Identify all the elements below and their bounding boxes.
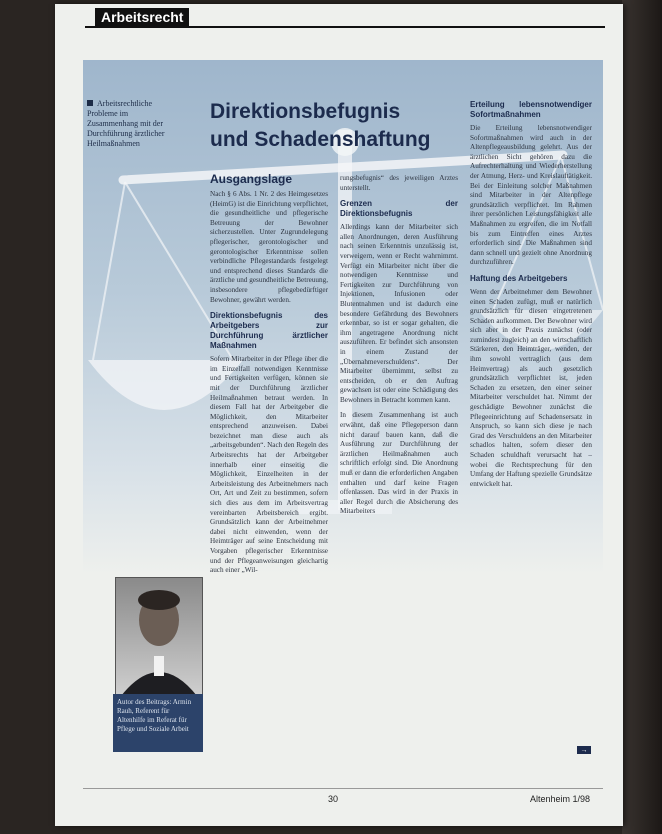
column-2-paragraph: rungsbefugnis“ des jeweiligen Arztes unterstellt. bbox=[340, 174, 458, 192]
lead-text bbox=[87, 99, 181, 149]
article-title-line1: Direktionsbefugnis bbox=[210, 100, 401, 123]
magazine-page bbox=[55, 4, 623, 826]
column-3 bbox=[470, 100, 592, 750]
column-3-subheading: Haftung des Arbeitgebers bbox=[470, 273, 568, 283]
column-3-subheading: Erteilung lebensnotwendiger Sofortmaßnahmen bbox=[470, 100, 592, 119]
article-title bbox=[210, 98, 460, 154]
column-1 bbox=[210, 190, 328, 790]
column-2-paragraph: In diesem Zusammenhang ist auch erwähnt, daß eine Pflegeperson dann nicht darauf bauen kann, daß die Ausführung zur Durchführung der ärztlichen Heilmaßnahmen auch schriftlich erfolgt sind. Die Anordnung muß er dann die erforderlichen Angaben enthalten und darf keine Fragen offenlassen. Das wird in der Praxis in aller Regel durch die Absicherung des Mitarbeiters bbox=[340, 411, 458, 516]
column-1-subheading: Direktionsbefugnis des Arbeitgebers zur Durchführung ärztlicher Maßnahmen bbox=[210, 311, 328, 351]
author-portrait-image bbox=[116, 578, 202, 696]
column-1-paragraph: Sofern Mitarbeiter in der Pflege über die im Einzelfall notwendigen Kenntnisse und Fertigkeiten verfügen, können sie mit der Durchführung ärztlicher Heilmaßnahmen betraut werden. In diesem Fall hat der Arbeitgeber die Möglichkeit, den Mitarbeiter entsprechend anzuweisen. Dabei bezeichnet man diese auch als „arbeitsgebunden“. Nach den Regeln des Arbeitsrechts hat der Arbeitgeber innerhalb einer einseitig die Möglichkeit, Einzelheiten in der Arbeitsleistung des Arbeitnehmers nach Ort, Art und Zeit zu bestimmen, sofern sich dies aus dem im Arbeitsvertrag vereinbarten Arbeitsbereich ergibt. Grundsätzlich kann der Arbeitnehmer dabei nicht einwenden, wenn der Heimträger auf seine Entscheidung mit Vorgaben pflegerischer Erkenntnisse und der Pflegeanweisungen gleichartig auch einer „Wil- bbox=[210, 355, 328, 575]
author-caption: Autor des Beitrags: Armin Rauh, Referent für Altenhilfe im Referat für Pflege und Soziale Arbeit bbox=[113, 694, 203, 752]
article-end-arrow-icon: → bbox=[577, 746, 591, 754]
author-photo bbox=[115, 577, 203, 697]
column-2 bbox=[340, 174, 458, 774]
column-2-subheading: Grenzen der Direktionsbefugnis bbox=[340, 199, 458, 219]
lead-text-content: Arbeitsrechtliche Probleme im Zusammenhang mit der Durchführung ärztlicher Heilmaßnahmen bbox=[87, 99, 165, 148]
page-number: 30 bbox=[328, 794, 339, 804]
page-edge-shadow bbox=[622, 0, 662, 834]
bullet-square-icon bbox=[87, 100, 93, 106]
column-1-paragraph: Nach § 6 Abs. 1 Nr. 2 des Heimgesetzes (HeimG) ist die Einrichtung verpflichtet, die gesundheitliche und pflegerische Betreuung der Bewohner sicherzustellen. Unter Zugrundelegung pflegerischer, gerontologischer und gerontologischer Erkenntnisse sollen verbindliche Pflegestandards festgelegt und entsprechend dieses Standards die ärztliche und gesundheitliche Betreuung, insbesondere pflegebedürftiger Bewohner, gewährt werden. bbox=[210, 190, 328, 304]
section-tag: Arbeitsrecht bbox=[95, 8, 189, 26]
column-2-paragraph: Allerdings kann der Mitarbeiter sich allen Anordnungen, deren Ausführung nach seinen Erkenntnis unzulässig ist, verweigern, wenn er Recht wahrnimmt. Verfügt ein Mitarbeiter nicht über die notwendigen Kenntnisse und Fertigkeiten zur Durchführung von Injektionen, Infusionen oder Blutentnahmen und ist dadurch eine besondere Gefährdung des Bewohners erkennbar, so ist er sogar gehalten, die ihm angetragene Anordnung nicht auszuführen. Er befindet sich ansonsten in einem Zustand der „Übernahmeverschuldens“. Der Mitarbeiter übernimmt, selbst zu entscheiden, ob er den Auftrag gewachsen ist oder eine Schädigung des Bewohners in Betracht kommen kann. bbox=[340, 223, 458, 404]
footer-rule bbox=[83, 788, 603, 789]
column-3-paragraph: Die Erteilung lebensnotwendiger Sofortmaßnahmen wird auch in der Altenpflegeausbildung gelehrt. Aus der ärztlichen Sicht gehören dazu die Aufrechterhaltung und Wiederherstellung der Atmung, Herz- und Kreislauftätigkeit. Bei der Einleitung solcher Maßnahmen sind Mitarbeiter in der Altenpflege grundsätzlich verpflichtet. Im Rahmen ihrer persönlichen Leistungsfähigkeit alle Maßnahmen zu ergreifen, die im Notfall bis zum Eintreffen eines Arztes erforderlich sind. Die Maßnahmen sind dann schnell und gezielt ohne Anordnung durchzuführen. bbox=[470, 124, 592, 267]
publication-name: Altenheim 1/98 bbox=[530, 794, 591, 804]
column-3-paragraph: Wenn der Arbeitnehmer dem Bewohner einen Schaden zufügt, muß er natürlich grundsätzlich für diesen eingetretenen Schaden aufkommen. Der Bewohner wird sich aber in der Praxis zunächst (oder zumindest zugleich) an den wirtschaftlich Stärkeren, den Heimträger, wenden, der ihm sowohl vertraglich (aus dem Heimvertrag) als auch gesetzlich grundsätzlich verpflichtet ist, jeden Schaden zu ersetzen, den einer seiner Mitarbeiter verschuldet hat. Nimmt der geschädigte Bewohner zunächst die Pflegeeinrichtung auf Schadensersatz in Anspruch, so kann sich diese je nach Grad des Verschuldens an den Mitarbeiter schadlos halten, sofern dieser den Schaden schuldhaft verursacht hat – wobei die Rechtsprechung für den Umfang der Haftung spezielle Grundsätze entwickelt hat. bbox=[470, 287, 592, 488]
article-title-line2: und Schadenshaftung bbox=[210, 128, 431, 151]
section-heading: Ausgangslage bbox=[210, 172, 293, 186]
